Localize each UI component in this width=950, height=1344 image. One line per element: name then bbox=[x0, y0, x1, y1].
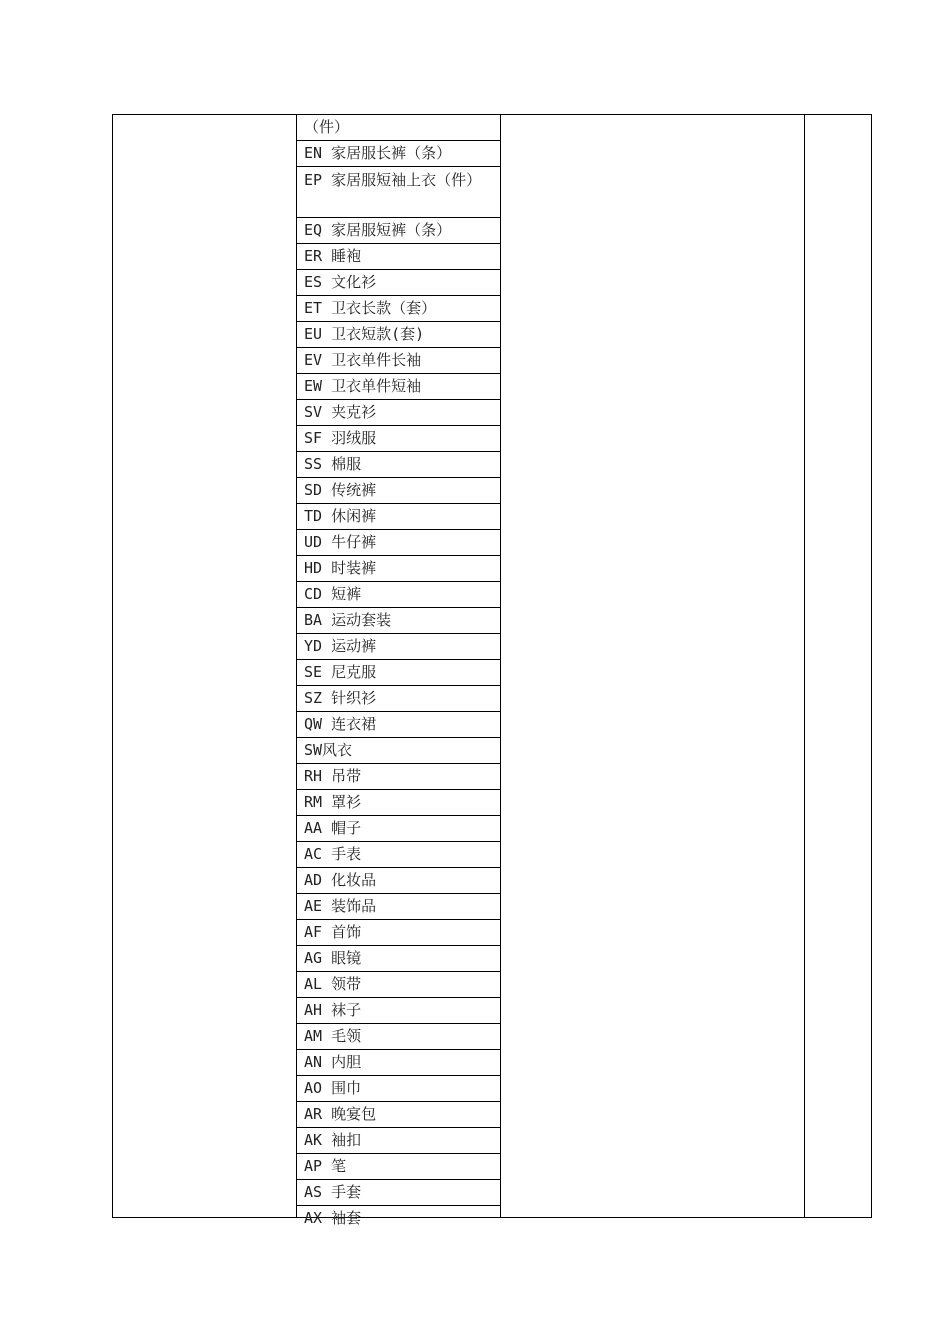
table-row: HD 时装裤 bbox=[296, 556, 500, 582]
table-row: SE 尼克服 bbox=[296, 660, 500, 686]
table-row: EW 卫衣单件短袖 bbox=[296, 374, 500, 400]
table-row: SV 夹克衫 bbox=[296, 400, 500, 426]
table-row: AX 袖套 bbox=[304, 1209, 362, 1227]
table-row: AM 毛领 bbox=[296, 1024, 500, 1050]
table-row: AH 袜子 bbox=[296, 998, 500, 1024]
table-row: AA 帽子 bbox=[296, 816, 500, 842]
table-row: SF 羽绒服 bbox=[296, 426, 500, 452]
table-row: AL 领带 bbox=[296, 972, 500, 998]
column-divider bbox=[500, 115, 501, 1217]
table-row: RM 罩衫 bbox=[296, 790, 500, 816]
table-row: AD 化妆品 bbox=[296, 868, 500, 894]
table-row: AE 装饰品 bbox=[296, 894, 500, 920]
table-row: AP 笔 bbox=[296, 1154, 500, 1180]
table-row: （件） bbox=[296, 115, 500, 141]
table-row: EU 卫衣短款(套) bbox=[296, 322, 500, 348]
table-row: AS 手套 bbox=[296, 1180, 500, 1206]
table-row: BA 运动套装 bbox=[296, 608, 500, 634]
table-row: EN 家居服长裤（条） bbox=[296, 141, 500, 167]
table-row: UD 牛仔裤 bbox=[296, 530, 500, 556]
table-row: SW风衣 bbox=[296, 738, 500, 764]
table-row: AO 围巾 bbox=[296, 1076, 500, 1102]
table-row: AK 袖扣 bbox=[296, 1128, 500, 1154]
table bbox=[112, 114, 872, 1227]
table-row: AF 首饰 bbox=[296, 920, 500, 946]
table-row: AC 手表 bbox=[296, 842, 500, 868]
table-row: EP 家居服短袖上衣（件） bbox=[296, 167, 500, 218]
table-row: QW 连衣裙 bbox=[296, 712, 500, 738]
table-row: RH 吊带 bbox=[296, 764, 500, 790]
table-row: ES 文化衫 bbox=[296, 270, 500, 296]
table-row: EQ 家居服短裤（条） bbox=[296, 218, 500, 244]
table-row: SS 棉服 bbox=[296, 452, 500, 478]
column-divider bbox=[804, 115, 805, 1217]
table-row: TD 休闲裤 bbox=[296, 504, 500, 530]
table-row: SZ 针织衫 bbox=[296, 686, 500, 712]
table-row: EV 卫衣单件长袖 bbox=[296, 348, 500, 374]
table-row: YD 运动裤 bbox=[296, 634, 500, 660]
table-row: SD 传统裤 bbox=[296, 478, 500, 504]
item-list bbox=[296, 115, 500, 1232]
table-row: AG 眼镜 bbox=[296, 946, 500, 972]
table-row: CD 短裤 bbox=[296, 582, 500, 608]
table-row: ER 睡袍 bbox=[296, 244, 500, 270]
table-row: AR 晚宴包 bbox=[296, 1102, 500, 1128]
table-row: ET 卫衣长款（套） bbox=[296, 296, 500, 322]
table-row: AN 内胆 bbox=[296, 1050, 500, 1076]
